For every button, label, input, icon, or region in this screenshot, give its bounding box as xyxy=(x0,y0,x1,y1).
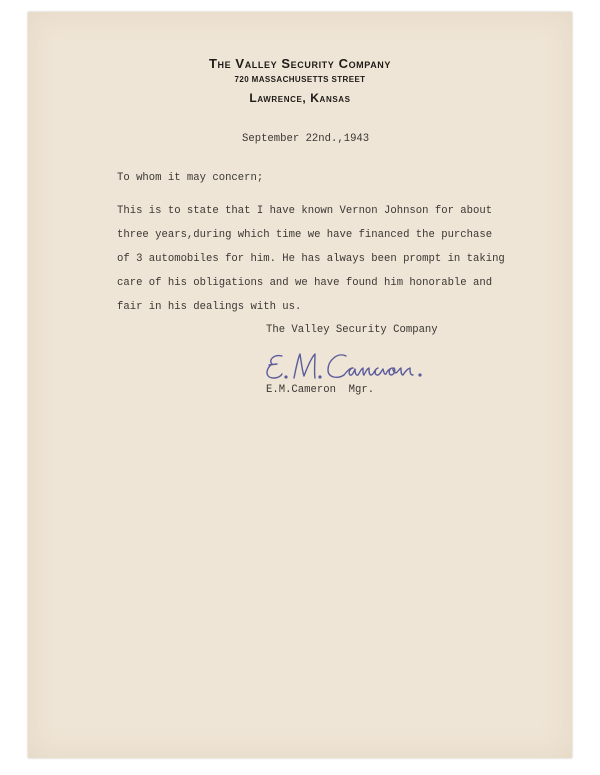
salutation: To whom it may concern; xyxy=(117,172,264,184)
body-line: three years,during which time we have financed the purchase xyxy=(117,229,493,241)
handwritten-signature xyxy=(260,348,490,384)
body-line: of 3 automobiles for him. He has always been prompt in taking xyxy=(117,253,505,265)
letter-date: September 22nd.,1943 xyxy=(242,133,370,145)
closing-line: The Valley Security Company xyxy=(266,324,438,336)
body-line: This is to state that I have known Vernon Johnson for about xyxy=(117,205,493,217)
letter-page xyxy=(28,12,572,758)
letterhead-company: The Valley Security Company xyxy=(208,56,392,71)
letterhead-city: Lawrence, Kansas xyxy=(249,91,351,105)
letterhead-street: 720 MASSACHUSETTS STREET xyxy=(234,75,366,84)
body-line: fair in his dealings with us. xyxy=(117,301,302,313)
body-line: care of his obligations and we have found him honorable and xyxy=(117,277,493,289)
signer-name: E.M.Cameron Mgr. xyxy=(266,384,375,396)
